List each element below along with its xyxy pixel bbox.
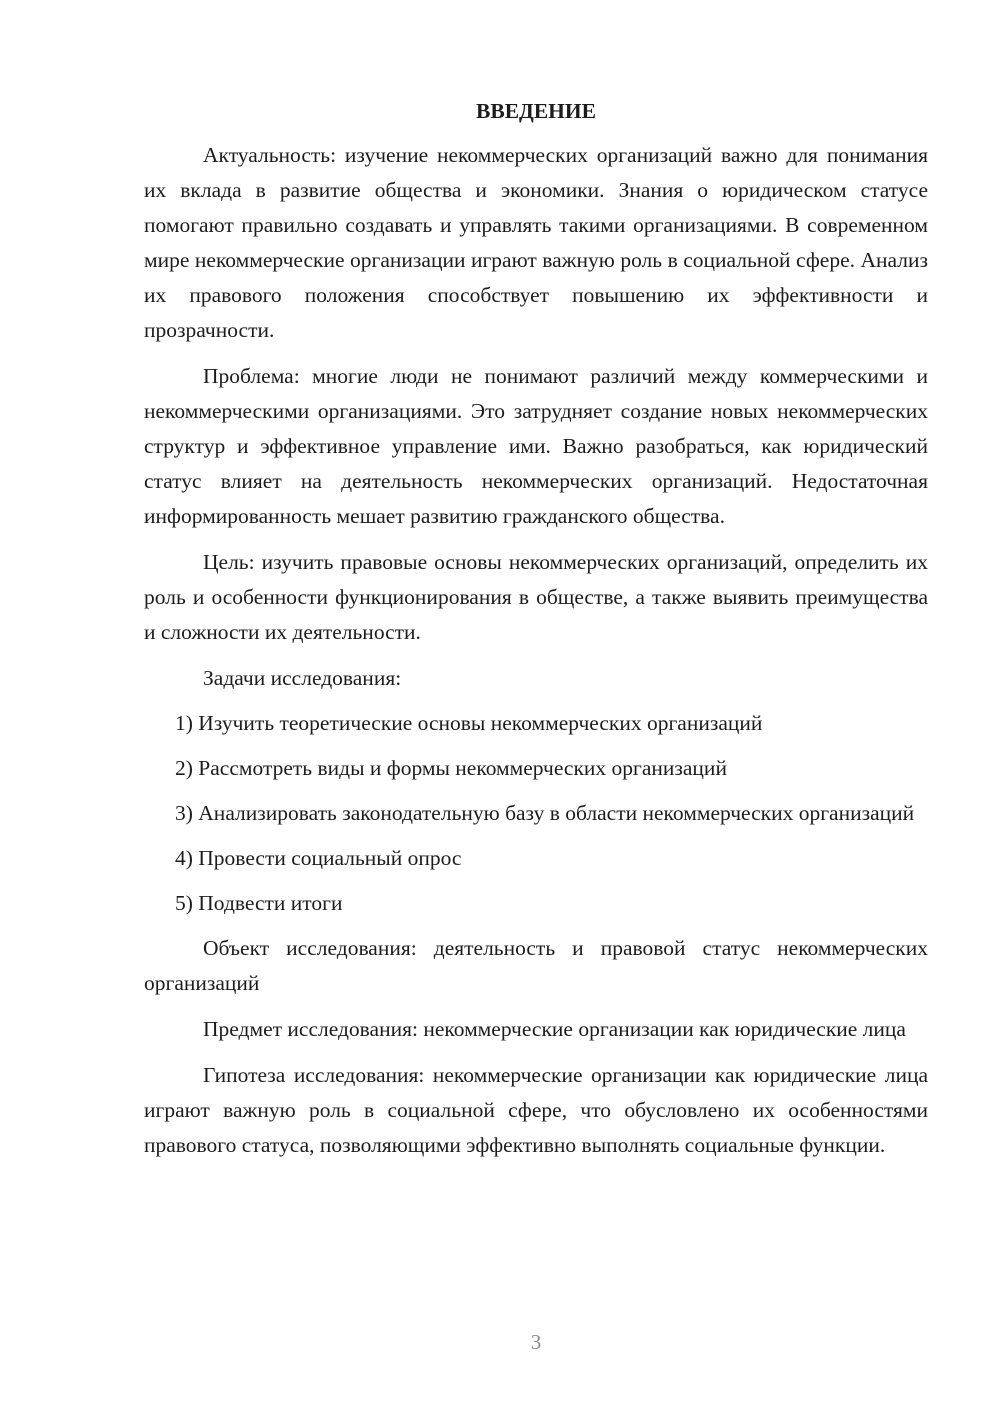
task-item: 3) Анализировать законодательную базу в области некоммерческих организаций — [175, 801, 915, 825]
relevance-paragraph: Актуальность: изучение некоммерческих организаций важно для понимания их вклада в развитие общества и экономики. Знания о юридическом статусе помогают правильно создавать и управлять такими организациями. В современном мире некоммерческие организации играют важную роль в социальной сфере. Анализ их правового положения способствует повышению их эффективности и прозрачности. — [144, 143, 928, 342]
tasks-list — [144, 706, 928, 921]
task-item: 1) Изучить теоретические основы некоммерческих организаций — [175, 711, 763, 735]
task-item: 2) Рассмотреть виды и формы некоммерческих организаций — [175, 756, 727, 780]
goal-paragraph: Цель: изучить правовые основы некоммерческих организаций, определить их роль и особенности функционирования в обществе, а также выявить преимущества и сложности их деятельности. — [144, 550, 928, 644]
page-title: ВВЕДЕНИЕ — [476, 99, 596, 123]
hypothesis-paragraph: Гипотеза исследования: некоммерческие организации как юридические лица играют важную роль в социальной сфере, что обусловлено их особенностями правового статуса, позволяющими эффективно выполнять социальные функции. — [144, 1063, 928, 1157]
document-page — [144, 94, 928, 1174]
task-item: 4) Провести социальный опрос — [175, 846, 462, 870]
problem-paragraph: Проблема: многие люди не понимают различий между коммерческими и некоммерческими организациями. Это затрудняет создание новых некоммерческих структур и эффективное управление ими. Важно разобраться, как юридический статус влияет на деятельность некоммерческих организаций. Недостаточная информированность мешает развитию гражданского общества. — [144, 364, 928, 528]
page-number: 3 — [530, 1330, 542, 1354]
subject-paragraph: Предмет исследования: некоммерческие организации как юридические лица — [203, 1017, 906, 1041]
tasks-heading: Задачи исследования: — [203, 666, 402, 690]
task-item: 5) Подвести итоги — [175, 891, 343, 915]
object-paragraph: Объект исследования: деятельность и правовой статус некоммерческих организаций — [144, 936, 928, 995]
